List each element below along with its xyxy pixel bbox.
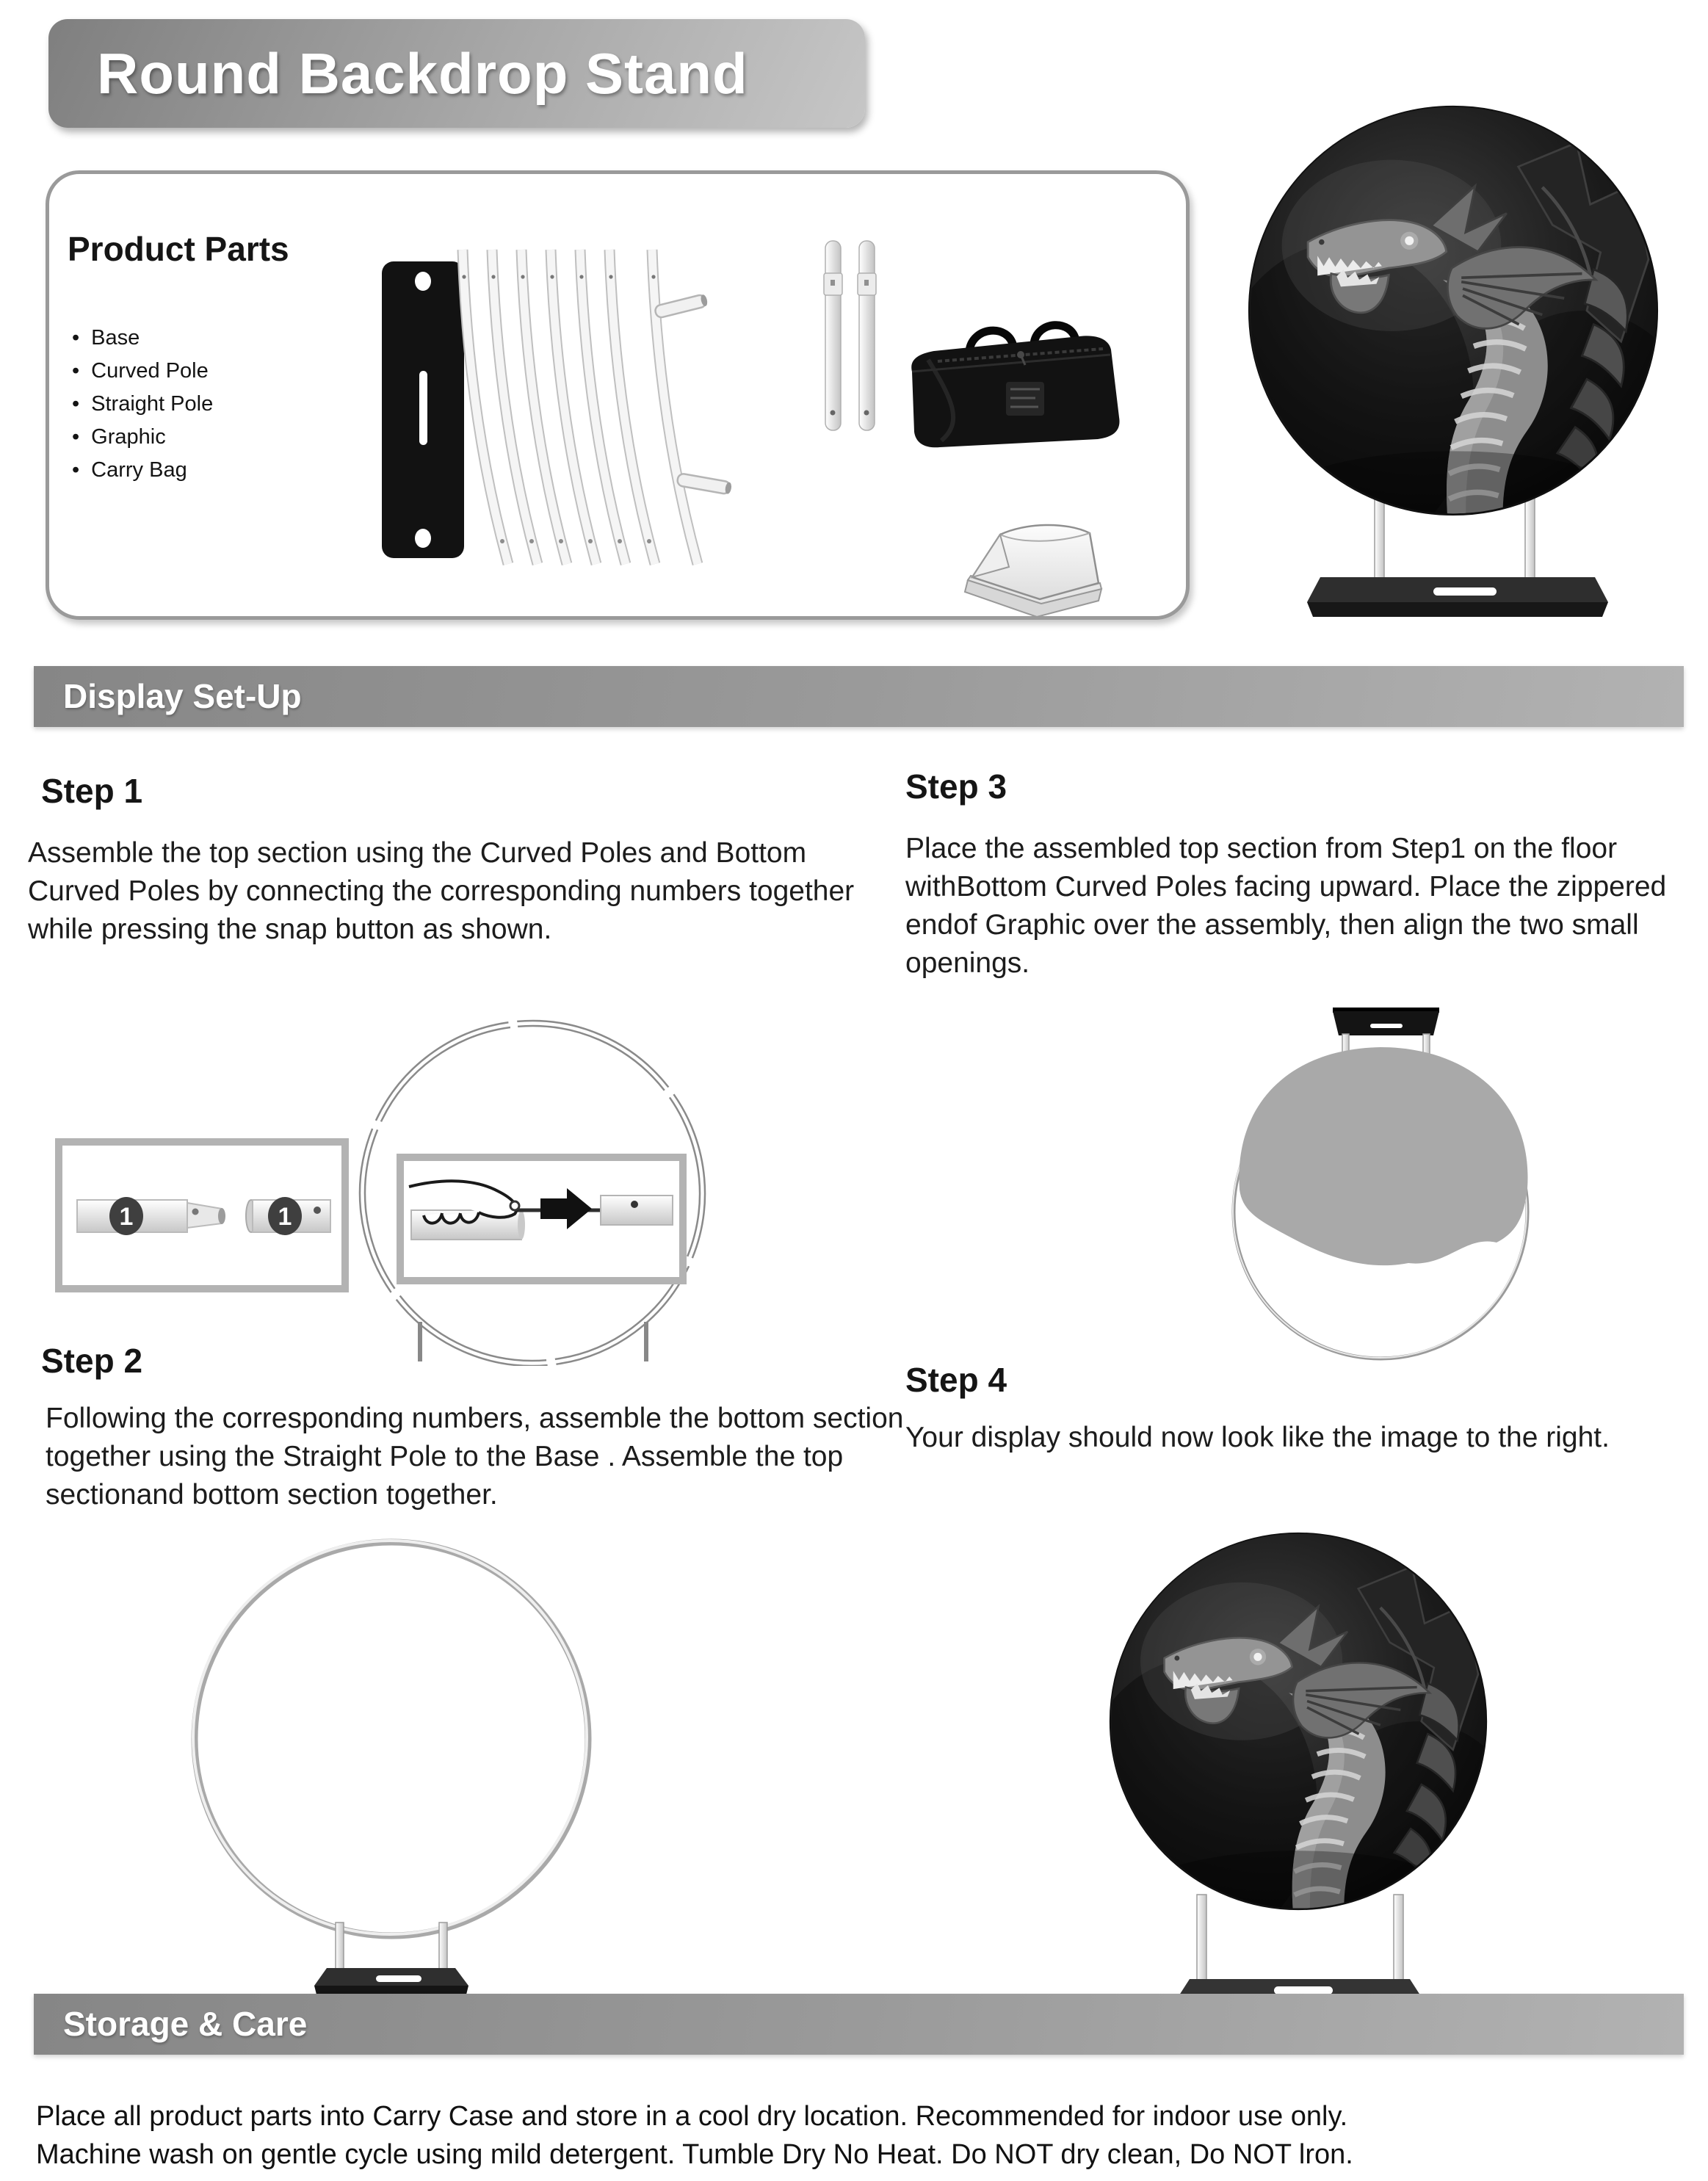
title-banner xyxy=(48,19,865,128)
part-item-curved-pole: • Curved Pole xyxy=(72,355,213,388)
storage-care-title: Storage & Care xyxy=(63,2005,308,2043)
stand-base xyxy=(1307,577,1608,617)
pole-number-badge: 1 xyxy=(278,1203,292,1231)
display-setup-banner xyxy=(34,666,1684,727)
step-2-text: Following the corresponding numbers, assemble the bottom section together using the Straight Pole to the Base . Assemble the top sectionand bottom section together. xyxy=(46,1403,904,1511)
base-slot xyxy=(419,371,427,445)
base-hole-bottom xyxy=(415,529,431,548)
page-title: Round Backdrop Stand xyxy=(97,41,748,106)
storage-care-text xyxy=(36,2097,1681,2174)
part-item-base: • Base xyxy=(72,322,213,355)
storage-line-2: Machine wash on gentle cycle using mild detergent. Tumble Dry No Heat. Do NOT dry clean, Do NOT lron. xyxy=(36,2139,1353,2170)
step-4-heading: Step 4 xyxy=(905,1361,1007,1399)
draped-graphic xyxy=(1239,1047,1527,1265)
step-4-text: Your display should now look like the image to the right. xyxy=(905,1422,1610,1453)
part-item-straight-pole: • Straight Pole xyxy=(72,388,213,421)
dragon-disc xyxy=(1101,1533,1513,1961)
storage-line-1: Place all product parts into Carry Case and store in a cool dry location. Recommended for indoor use only. xyxy=(36,2101,1348,2132)
base-plate-illustration xyxy=(382,261,464,558)
straight-poles-illustration xyxy=(812,236,886,442)
folded-graphic-illustration xyxy=(955,510,1109,620)
step-1-text: Assemble the top section using the Curved Poles and Bottom Curved Poles by connecting the corresponding numbers together while pressing the snap button as shown. xyxy=(28,837,855,945)
part-item-carry-bag: • Carry Bag xyxy=(72,454,213,487)
step-4-illustration xyxy=(1101,1509,1513,2023)
step-1-illustration xyxy=(44,1013,852,1366)
product-parts-list xyxy=(72,322,213,487)
step-2-heading: Step 2 xyxy=(41,1342,143,1380)
step-3-heading: Step 3 xyxy=(905,767,1007,806)
pole-connection-inset xyxy=(59,1142,345,1289)
step-3-text: Place the assembled top section from Step1 on the floor withBottom Curved Poles facing upward. Place the zippered endof Graphic over the assembly, then align the two small openings. xyxy=(905,833,1667,979)
snap-button-inset xyxy=(400,1157,683,1281)
carry-bag-illustration xyxy=(897,314,1129,450)
product-parts-heading: Product Parts xyxy=(68,230,289,268)
part-item-graphic: • Graphic xyxy=(72,421,213,454)
hero-stand-illustration xyxy=(1219,87,1689,623)
step-1-heading: Step 1 xyxy=(41,772,143,810)
display-setup-title: Display Set-Up xyxy=(63,677,302,715)
dragon-disc xyxy=(1219,106,1689,571)
step-2-illustration xyxy=(191,1527,602,2012)
base-hole-top xyxy=(415,272,431,291)
step-3-illustration xyxy=(1204,999,1557,1366)
pole-number-badge: 1 xyxy=(119,1203,134,1231)
storage-care-banner xyxy=(34,1994,1684,2055)
curved-poles-illustration xyxy=(455,244,749,571)
